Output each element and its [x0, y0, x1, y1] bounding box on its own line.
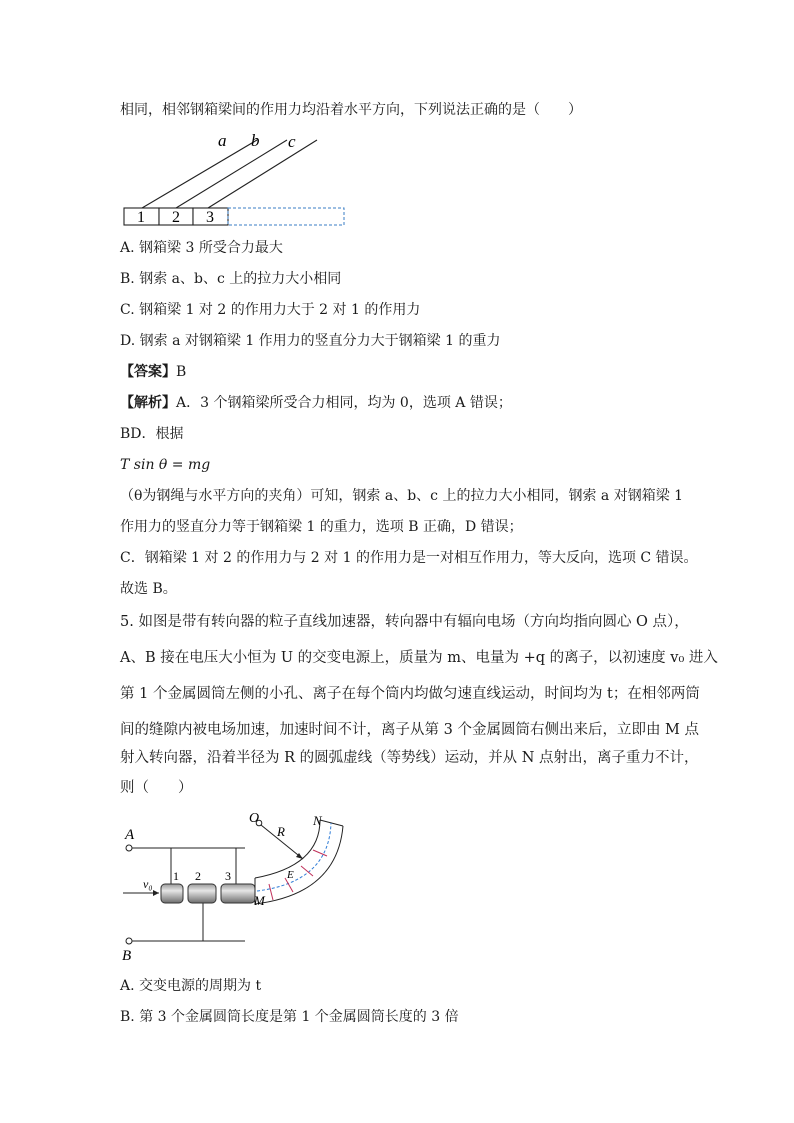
tube-2: [188, 884, 216, 903]
terminal-b-label: B: [122, 948, 132, 964]
girder-label-2: 2: [172, 209, 180, 226]
terminal-a-label: A: [125, 827, 135, 843]
q4-answer: [120, 362, 186, 382]
q4-analysis-2: BD．根据: [120, 426, 184, 442]
q5-stem-5: 射入转向器，沿着半径为 R 的圆弧虚线（等势线）运动，并从 N 点射出，离子重力不计，: [120, 750, 699, 766]
q4-analysis-1: [120, 393, 512, 413]
q4-option-d: D. 钢索 a 对钢箱梁 1 作用力的竖直分力大于钢箱梁 1 的重力: [120, 333, 501, 349]
girder-label-1: 1: [137, 209, 145, 226]
q4-analysis-6: C．钢箱梁 1 对 2 的作用力与 2 对 1 的作用力是一对相互作用力，等大反向，选项 C 错误。: [120, 550, 698, 566]
tube-label-3: 3: [225, 869, 231, 883]
cable-label-c: c: [288, 132, 296, 151]
equipotential-arc: [257, 823, 331, 891]
answer-tag: 【答案】: [120, 364, 176, 380]
radius-label: R: [277, 824, 285, 839]
q4-option-c: C. 钢箱梁 1 对 2 的作用力大于 2 对 1 的作用力: [120, 302, 421, 318]
q4-analysis-formula: T sin θ = mg: [120, 457, 211, 473]
girder-dashed-extension: [228, 208, 344, 225]
cable-a: [142, 140, 257, 208]
cable-c: [208, 140, 317, 208]
q4-girder-figure: [120, 128, 350, 228]
q5-stem-1: 5. 如图是带有转向器的粒子直线加速器，转向器中有辐向电场（方向均指向圆心 O 点），: [120, 614, 689, 630]
q5-accelerator-figure: [115, 808, 355, 963]
q5-option-a: A. 交变电源的周期为 t: [120, 978, 262, 994]
cable-b: [176, 140, 287, 208]
terminal-a-dot: [126, 845, 132, 851]
tube-label-2: 2: [195, 869, 201, 883]
answer-value: B: [176, 364, 187, 380]
girder-label-3: 3: [206, 209, 214, 226]
q5-stem-4: 间的缝隙内被电场加速，加速时间不计，离子从第 3 个金属圆筒右侧出来后，立即由 M 点: [120, 722, 700, 738]
cable-label-a: a: [218, 131, 227, 150]
v0-label: v₀: [143, 877, 153, 891]
q4-option-a: A. 钢箱梁 3 所受合力最大: [120, 240, 283, 256]
cable-label-b: b: [251, 131, 260, 150]
deflector-inner: [255, 826, 343, 904]
point-n-label: N: [313, 813, 322, 828]
q5-stem-6: 则（ ）: [120, 780, 193, 796]
q5-option-b: B. 第 3 个金属圆筒长度是第 1 个金属圆筒长度的 3 倍: [120, 1009, 459, 1025]
tube-label-1: 1: [173, 869, 179, 883]
q4-stem-tail: 相同，相邻钢箱梁间的作用力均沿着水平方向，下列说法正确的是（ ）: [120, 102, 582, 118]
q4-analysis-7: 故选 B。: [120, 581, 177, 597]
q5-stem-3: 第 1 个金属圆筒左侧的小孔、离子在每个筒内均做匀速直线运动，时间均为 t；在相邻两筒: [120, 686, 700, 702]
q4-analysis-5: 作用力的竖直分力等于钢箱梁 1 的重力，选项 B 正确，D 错误；: [120, 519, 523, 535]
analysis-line-1: A．3 个钢箱梁所受合力相同，均为 0，选项 A 错误；: [176, 395, 512, 411]
q4-analysis-4: （θ为钢绳与水平方向的夹角）可知，钢索 a、b、c 上的拉力大小相同，钢索 a 对钢箱梁 1: [120, 488, 684, 504]
q4-option-b: B. 钢索 a、b、c 上的拉力大小相同: [120, 271, 342, 287]
point-m-label: M: [254, 893, 265, 908]
center-o-label: O: [249, 811, 260, 826]
tube-3: [221, 884, 255, 903]
q5-stem-2: A、B 接在电压大小恒为 U 的交变电源上，质量为 m、电量为 +q 的离子，以初速度 v₀ 进入: [120, 650, 718, 666]
tube-1: [161, 884, 183, 903]
field-e-label: E: [287, 869, 294, 881]
analysis-tag: 【解析】: [120, 395, 176, 411]
terminal-b-dot: [126, 938, 132, 944]
